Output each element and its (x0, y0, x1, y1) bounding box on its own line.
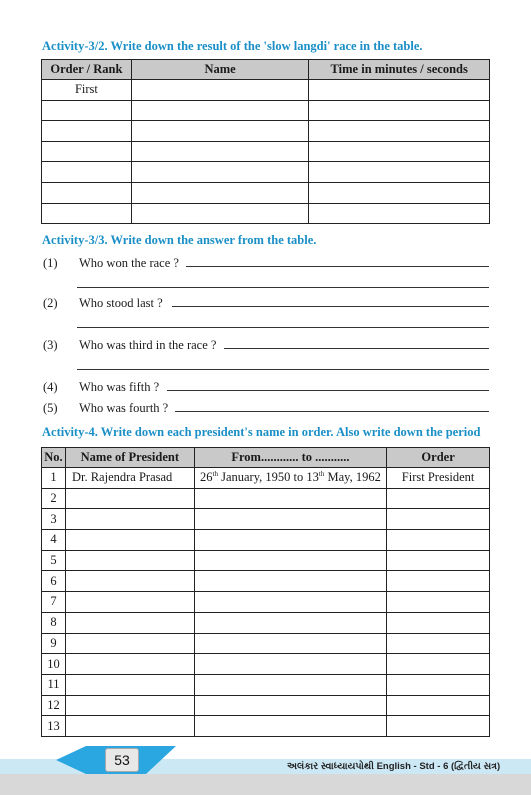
rank-cell[interactable] (42, 100, 132, 121)
question-text: Who was third in the race ? (79, 338, 217, 352)
order-cell: First President (387, 468, 490, 489)
name-cell[interactable] (131, 203, 309, 224)
order-cell[interactable] (387, 592, 490, 613)
rank-cell: First (42, 80, 132, 101)
question-text: Who was fourth ? (79, 401, 169, 415)
table-row (42, 550, 490, 571)
question-number: (3) (43, 338, 58, 352)
period-cell[interactable] (194, 716, 387, 737)
column-header-no: No. (42, 448, 66, 468)
table-row (42, 468, 490, 489)
time-cell[interactable] (309, 162, 490, 183)
question-text: Who won the race ? (79, 256, 179, 270)
name-cell[interactable] (131, 162, 309, 183)
name-cell[interactable] (131, 100, 309, 121)
table-row (42, 530, 490, 551)
period-cell (194, 468, 387, 489)
column-header-period: From............ to ........... (194, 448, 387, 468)
period-cell[interactable] (194, 488, 387, 509)
order-cell[interactable] (387, 571, 490, 592)
row-number: 13 (42, 716, 66, 737)
table-row (42, 488, 490, 509)
president-name-cell: Dr. Rajendra Prasad (65, 468, 194, 489)
row-number: 4 (42, 530, 66, 551)
row-number: 6 (42, 571, 66, 592)
period-end: May, 1962 (324, 470, 381, 485)
answer-line[interactable] (172, 306, 489, 307)
ordinal-suffix: th (212, 470, 218, 479)
table-row (42, 141, 490, 162)
row-number: 11 (42, 674, 66, 695)
order-cell[interactable] (387, 509, 490, 530)
president-name-cell[interactable] (65, 571, 194, 592)
ordinal-suffix: th (318, 470, 325, 479)
question-2 (43, 296, 493, 312)
row-number: 1 (42, 468, 66, 489)
president-name-cell[interactable] (65, 716, 194, 737)
name-cell[interactable] (131, 182, 309, 203)
column-header-time: Time in minutes / seconds (309, 60, 490, 80)
order-cell[interactable] (387, 530, 490, 551)
rank-cell[interactable] (42, 121, 132, 142)
president-name-cell[interactable] (65, 530, 194, 551)
presidents-table (41, 447, 490, 737)
name-cell[interactable] (131, 121, 309, 142)
president-name-cell[interactable] (65, 550, 194, 571)
time-cell[interactable] (309, 100, 490, 121)
row-number: 10 (42, 654, 66, 675)
order-cell[interactable] (387, 674, 490, 695)
order-cell[interactable] (387, 633, 490, 654)
page-number: 53 (105, 748, 139, 772)
order-cell[interactable] (387, 488, 490, 509)
period-cell[interactable] (194, 695, 387, 716)
table-row (42, 121, 490, 142)
period-cell[interactable] (194, 654, 387, 675)
question-number: (4) (43, 380, 58, 394)
period-cell[interactable] (194, 509, 387, 530)
question-number: (5) (43, 401, 58, 415)
table-row (42, 674, 490, 695)
period-cell[interactable] (194, 530, 387, 551)
question-1 (43, 256, 493, 272)
question-text: Who stood last ? (79, 296, 163, 310)
order-cell[interactable] (387, 654, 490, 675)
president-name-cell[interactable] (65, 592, 194, 613)
time-cell[interactable] (309, 121, 490, 142)
period-start-day: 26 (200, 470, 213, 485)
row-number: 8 (42, 612, 66, 633)
table-row (42, 182, 490, 203)
order-cell[interactable] (387, 550, 490, 571)
answer-line[interactable] (77, 369, 489, 370)
question-5 (43, 401, 493, 417)
question-text: Who was fifth ? (79, 380, 160, 394)
answer-line[interactable] (167, 390, 489, 391)
name-cell[interactable] (131, 141, 309, 162)
time-cell[interactable] (309, 203, 490, 224)
time-cell[interactable] (309, 182, 490, 203)
table-row (42, 571, 490, 592)
president-name-cell[interactable] (65, 695, 194, 716)
table-header-row (42, 448, 490, 468)
president-name-cell[interactable] (65, 509, 194, 530)
period-cell[interactable] (194, 571, 387, 592)
president-name-cell[interactable] (65, 612, 194, 633)
time-cell[interactable] (309, 141, 490, 162)
table-row (42, 80, 490, 101)
column-header-name: Name (131, 60, 309, 80)
period-cell[interactable] (194, 550, 387, 571)
column-header-rank: Order / Rank (42, 60, 132, 80)
period-cell[interactable] (194, 612, 387, 633)
row-number: 7 (42, 592, 66, 613)
row-number: 12 (42, 695, 66, 716)
period-cell[interactable] (194, 633, 387, 654)
period-cell[interactable] (194, 674, 387, 695)
book-title: અલંકાર સ્વાધ્યાયપોથી English - Std - 6 (દ્વિતીય સત્ર) (287, 761, 501, 772)
president-name-cell[interactable] (65, 674, 194, 695)
table-row (42, 592, 490, 613)
period-cell[interactable] (194, 592, 387, 613)
answer-line[interactable] (186, 266, 489, 267)
answer-line[interactable] (77, 287, 489, 288)
answer-line[interactable] (224, 348, 489, 349)
table-row (42, 100, 490, 121)
answer-line[interactable] (175, 411, 489, 412)
activity-3-3-heading: Activity-3/3. Write down the answer from the table. (42, 233, 317, 247)
race-result-table (41, 59, 490, 224)
activity-4-heading: Activity-4. Write down each president's name in order. Also write down the period (42, 425, 481, 439)
president-name-cell[interactable] (65, 488, 194, 509)
question-4 (43, 380, 493, 396)
column-header-order: Order (387, 448, 490, 468)
row-number: 3 (42, 509, 66, 530)
column-header-president: Name of President (65, 448, 194, 468)
name-cell[interactable] (131, 80, 309, 101)
order-cell[interactable] (387, 612, 490, 633)
row-number: 2 (42, 488, 66, 509)
table-row (42, 654, 490, 675)
rank-cell[interactable] (42, 182, 132, 203)
table-row (42, 162, 490, 183)
president-name-cell[interactable] (65, 633, 194, 654)
question-number: (2) (43, 296, 58, 310)
president-name-cell[interactable] (65, 654, 194, 675)
activity-3-2-heading: Activity-3/2. Write down the result of the 'slow langdi' race in the table. (42, 39, 423, 53)
table-row (42, 509, 490, 530)
table-row (42, 695, 490, 716)
row-number: 5 (42, 550, 66, 571)
table-row (42, 203, 490, 224)
footer-strip (0, 774, 531, 795)
table-header-row (42, 60, 490, 80)
question-number: (1) (43, 256, 58, 270)
answer-line[interactable] (77, 327, 489, 328)
table-row (42, 612, 490, 633)
period-middle: January, 1950 to 13 (217, 470, 319, 485)
time-cell[interactable] (309, 80, 490, 101)
table-row (42, 716, 490, 737)
order-cell[interactable] (387, 716, 490, 737)
rank-cell[interactable] (42, 162, 132, 183)
table-row (42, 633, 490, 654)
question-3 (43, 338, 493, 354)
order-cell[interactable] (387, 695, 490, 716)
row-number: 9 (42, 633, 66, 654)
rank-cell[interactable] (42, 203, 132, 224)
rank-cell[interactable] (42, 141, 132, 162)
